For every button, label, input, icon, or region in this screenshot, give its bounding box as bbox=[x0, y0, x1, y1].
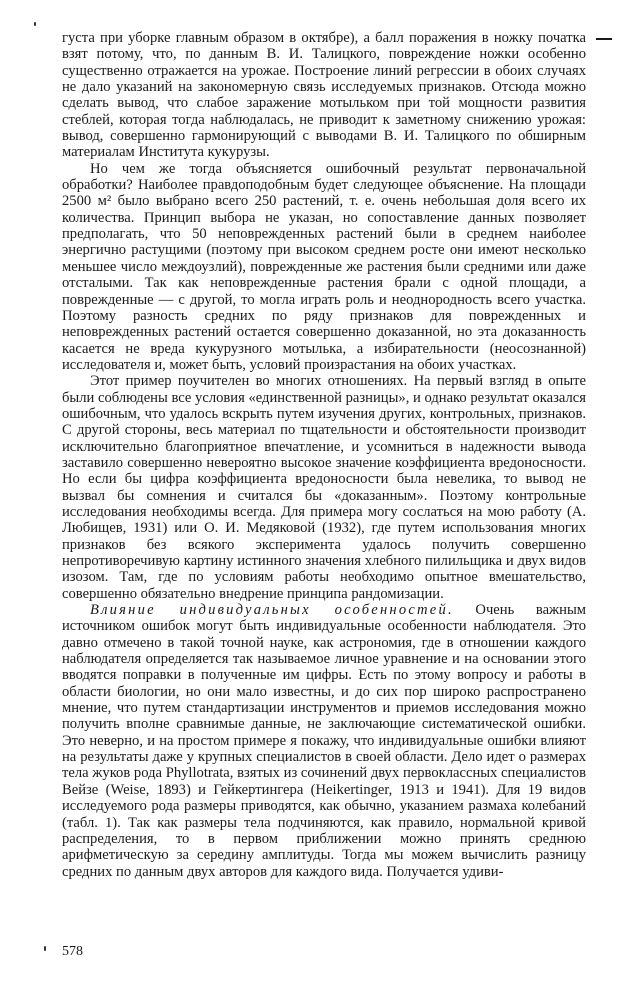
paragraph: Но чем же тогда объясняется ошибочный результат первоначальной обработки? Наиболее правдоподобным будет следующее объяснение. На площади 2500 м² было выбрано всего 250 растений, т. е. очень небольшая доля всего их количества. Принцип выбора не указан, но сопоставление данных позволяет предполагать, что 50 неповрежденных растений были в среднем наиболее энергично растущими (поэтому при высоком среднем росте они имеют несколько меньшее число междоузлий), поврежденные же растения были средними или даже отсталыми. Так как неповрежденные растения брали с одной площади, а поврежденные — с другой, то могла играть роль и неоднородность всего участка. Поэтому разность средних по ряду признаков для поврежденных и неповрежденных растений остается совершенно доказанной, но эта доказанность касается не вреда кукурузного мотылька, а избирательности (неосознанной) исследователя и, может быть, условий произрастания на обоих участках. bbox=[62, 160, 586, 373]
page-number: 578 bbox=[62, 944, 83, 959]
document-page bbox=[62, 30, 586, 880]
paragraph-individual-features bbox=[62, 602, 586, 880]
paragraph-body: Очень важным источником ошибок могут быть индивидуальные особенности наблюдателя. Это давно отмечено в такой точной науке, как астрономия, где в отношении каждого наблюдателя определяется так называемое личное уравнение и на основании этого вводятся поправки в полученные им цифры. Есть по этому вопросу и работы в области биологии, но они мало известны, и до сих пор широко распространено мнение, что путем стандартизации инструментов и приемов исследования можно получить вполне сравнимые данные, не заключающие систематической ошибки. Это неверно, и на простом примере я покажу, что индивидуальные ошибки влияют на результаты даже у крупных специалистов в своей области. Дело идет о размерах тела жуков рода Phyllotrata, взятых из сочинений двух первоклассных специалистов Вейзе (Weise, 1893) и Гейкертингера (Heikertinger, 1913 и 1941). Для 19 видов исследуемого рода размеры приводятся, как обычно, указанием размаха колебаний (табл. 1). Так как размеры тела подчиняются, как правило, нормальной кривой распределения, то в первом приближении можно принять среднюю арифметическую за середину амплитуды. Тогда мы можем вычислить разницу средних по данным двух авторов для каждого вида. Получается удиви- bbox=[62, 602, 586, 880]
scan-speck bbox=[44, 946, 46, 951]
scan-speck bbox=[34, 22, 36, 26]
paragraph: Этот пример поучителен во многих отношениях. На первый взгляд в опыте были соблюдены все условия «единственной разницы», и однако результат оказался ошибочным, что удалось вскрыть путем изучения других, контрольных, признаков. С другой стороны, весь материал по тщательности и обстоятельности производит исключительно благоприятное впечатление, и усомниться в надежности вывода заставило совершенно невероятно высокое значение коэффициента вредоносности. Но если бы цифра коэффициента вредоносности была невелика, то вывод не вызвал бы сомнения и считался бы «доказанным». Поэтому контрольные исследования необходимы всегда. Для примера могу сослаться на мою работу (А. Любищев, 1931) или О. И. Медяковой (1932), где путем использования многих признаков без всякого эксперимента удалось получить совершенно непротиворечивую картину истинного значения хлебного пилильщика и двух видов изозом. Там, где по условиям работы необходимо опытное вмешательство, совершенно обязательно внедрение принципа рандомизации. bbox=[62, 373, 586, 602]
margin-rule bbox=[596, 38, 612, 40]
paragraph-continuation: густа при уборке главным образом в октябре), а балл поражения в ножку початка взят потому, что, по данным В. И. Талицкого, повреждение ножки особенно существенно отражается на урожае. Построение линий регрессии в обоих случаях не дало указаний на закономерную связь исследуемых признаков. Отсюда можно сделать вывод, что слабое заражение мотыльком при той мощности развития стеблей, которая тогда наблюдалась, не приводит к заметному снижению урожая: вывод, совершенно гармонирующий с выводами В. И. Талицкого по обширным материалам Института кукурузы. bbox=[62, 30, 586, 161]
section-run-in-heading: Влияние индивидуальных особенностей. bbox=[90, 602, 454, 619]
